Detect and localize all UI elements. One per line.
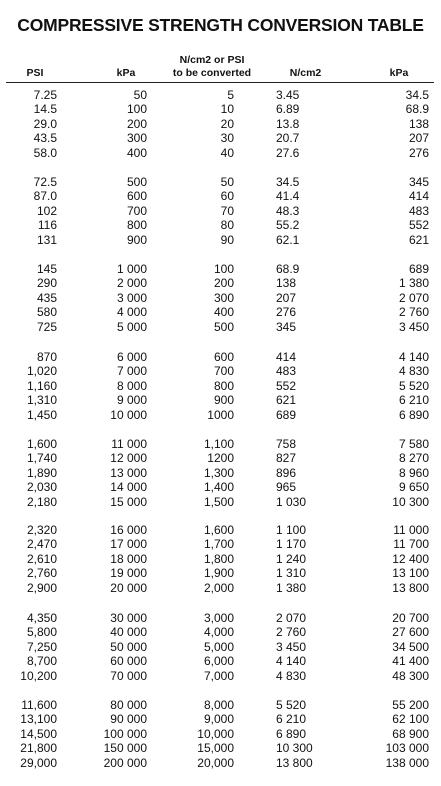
cell-kpa-left: 700 <box>126 203 147 218</box>
cell-kpa-right: 34 500 <box>392 639 429 654</box>
cell-value-to-convert: 1000 <box>207 407 234 422</box>
cell-kpa-left: 400 <box>126 145 147 160</box>
cell-value-to-convert: 80 <box>220 218 234 233</box>
cell-psi: 7.25 <box>33 88 57 102</box>
cell-value-to-convert: 7,000 <box>203 668 234 683</box>
cell-ncm2: 1 240 <box>276 551 307 566</box>
cell-value-to-convert: 15,000 <box>197 741 234 756</box>
cell-value-to-convert: 1,700 <box>203 537 234 552</box>
cell-psi: 2,180 <box>26 494 57 509</box>
cell-kpa-left: 15 000 <box>110 494 147 509</box>
cell-kpa-left: 7 000 <box>116 364 147 379</box>
cell-psi: 116 <box>37 218 57 233</box>
cell-ncm2: 896 <box>276 465 297 480</box>
cell-psi: 1,310 <box>26 393 57 408</box>
cell-value-to-convert: 20,000 <box>197 755 234 770</box>
cell-ncm2: 34.5 <box>276 175 300 189</box>
cell-kpa-right: 20 700 <box>392 611 429 625</box>
cell-psi: 435 <box>36 290 57 305</box>
cell-psi: 43.5 <box>33 131 57 146</box>
cell-ncm2: 48.3 <box>276 203 300 218</box>
cell-kpa-right: 11 700 <box>393 537 429 552</box>
cell-psi: 1,600 <box>26 437 57 451</box>
cell-kpa-right: 68.9 <box>405 102 429 117</box>
cell-kpa-left: 3 000 <box>116 290 147 305</box>
cell-psi: 8,700 <box>26 654 57 669</box>
cell-psi: 21,800 <box>20 741 57 756</box>
cell-ncm2: 13 800 <box>276 755 313 770</box>
cell-kpa-left: 14 000 <box>110 480 147 495</box>
cell-psi: 2,610 <box>26 551 57 566</box>
cell-value-to-convert: 1,600 <box>203 523 234 537</box>
cell-psi: 1,890 <box>26 465 57 480</box>
cell-ncm2: 6 890 <box>276 726 307 741</box>
cell-kpa-left: 90 000 <box>110 712 147 727</box>
cell-value-to-convert: 3,000 <box>203 611 234 625</box>
cell-kpa-right: 8 960 <box>398 465 429 480</box>
cell-ncm2: 4 140 <box>276 654 307 669</box>
cell-ncm2: 20.7 <box>276 131 300 146</box>
cell-value-to-convert: 900 <box>213 393 234 408</box>
cell-ncm2: 62.1 <box>276 232 300 247</box>
cell-kpa-left: 800 <box>126 218 147 233</box>
cell-ncm2: 414 <box>276 350 297 364</box>
cell-psi: 5,800 <box>26 625 57 640</box>
cell-ncm2: 207 <box>276 290 297 305</box>
cell-ncm2: 1 170 <box>276 537 307 552</box>
cell-value-to-convert: 1,500 <box>203 494 234 509</box>
cell-kpa-left: 6 000 <box>116 350 147 364</box>
cell-kpa-right: 13 100 <box>392 566 429 581</box>
cell-value-to-convert: 9,000 <box>203 712 234 727</box>
cell-kpa-left: 200 000 <box>103 755 147 770</box>
cell-kpa-left: 50 <box>133 88 147 102</box>
cell-psi: 870 <box>36 350 57 364</box>
cell-psi: 14.5 <box>33 102 57 117</box>
cell-kpa-right: 68 900 <box>392 726 429 741</box>
cell-ncm2: 965 <box>276 480 297 495</box>
cell-value-to-convert: 30 <box>220 131 234 146</box>
cell-kpa-left: 1 000 <box>116 262 147 276</box>
cell-value-to-convert: 1200 <box>207 451 234 466</box>
cell-kpa-right: 55 200 <box>392 698 429 712</box>
cell-kpa-left: 8 000 <box>116 378 147 393</box>
cell-kpa-left: 9 000 <box>116 393 147 408</box>
cell-psi: 725 <box>36 319 57 334</box>
cell-psi: 1,160 <box>26 378 57 393</box>
cell-kpa-left: 500 <box>126 175 147 189</box>
cell-psi: 72.5 <box>33 175 57 189</box>
cell-value-to-convert: 300 <box>213 290 234 305</box>
cell-kpa-left: 70 000 <box>110 668 147 683</box>
cell-kpa-left: 19 000 <box>110 566 147 581</box>
cell-ncm2: 4 830 <box>276 668 307 683</box>
cell-ncm2: 55.2 <box>276 218 300 233</box>
cell-kpa-left: 60 000 <box>110 654 147 669</box>
cell-ncm2: 10 300 <box>276 741 313 756</box>
cell-value-to-convert: 4,000 <box>203 625 234 640</box>
cell-kpa-right: 1 380 <box>398 276 429 291</box>
cell-value-to-convert: 40 <box>220 145 234 160</box>
cell-psi: 58.0 <box>33 145 57 160</box>
cell-kpa-right: 207 <box>408 131 429 146</box>
cell-psi: 102 <box>36 203 57 218</box>
cell-kpa-left: 13 000 <box>110 465 147 480</box>
cell-value-to-convert: 5,000 <box>203 639 234 654</box>
cell-value-to-convert: 800 <box>213 378 234 393</box>
cell-psi: 2,470 <box>26 537 57 552</box>
cell-kpa-right: 7 580 <box>398 437 429 451</box>
cell-kpa-right: 10 300 <box>392 494 429 509</box>
cell-psi: 7,250 <box>26 639 57 654</box>
cell-psi: 14,500 <box>20 726 57 741</box>
cell-value-to-convert: 10,000 <box>197 726 234 741</box>
cell-kpa-right: 5 520 <box>398 378 429 393</box>
cell-psi: 2,760 <box>26 566 57 581</box>
cell-kpa-right: 689 <box>408 262 429 276</box>
cell-ncm2: 1 100 <box>276 523 307 537</box>
header-psi: PSI <box>26 67 44 79</box>
cell-psi: 290 <box>36 276 57 291</box>
cell-kpa-left: 40 000 <box>110 625 147 640</box>
table-title: COMPRESSIVE STRENGTH CONVERSION TABLE <box>17 15 424 35</box>
cell-ncm2: 27.6 <box>276 145 300 160</box>
cell-psi: 580 <box>36 305 57 320</box>
cell-ncm2: 5 520 <box>276 698 307 712</box>
cell-psi: 87.0 <box>33 189 57 204</box>
cell-kpa-left: 600 <box>126 189 147 204</box>
cell-kpa-right: 62 100 <box>392 712 429 727</box>
cell-psi: 145 <box>36 262 57 276</box>
cell-kpa-right: 8 270 <box>398 451 429 466</box>
cell-psi: 1,450 <box>26 407 57 422</box>
cell-value-to-convert: 500 <box>213 319 234 334</box>
cell-kpa-right: 4 830 <box>398 364 429 379</box>
cell-kpa-left: 4 000 <box>116 305 147 320</box>
header-value-to-convert-line2: to be converted <box>172 67 252 79</box>
cell-psi: 2,030 <box>26 480 57 495</box>
cell-value-to-convert: 600 <box>213 350 234 364</box>
cell-ncm2: 2 070 <box>276 611 307 625</box>
cell-kpa-left: 17 000 <box>110 537 147 552</box>
cell-kpa-right: 138 <box>408 116 429 131</box>
cell-psi: 131 <box>36 232 57 247</box>
cell-kpa-left: 900 <box>126 232 147 247</box>
cell-ncm2: 3.45 <box>276 88 300 102</box>
cell-ncm2: 621 <box>276 393 297 408</box>
cell-value-to-convert: 50 <box>220 175 234 189</box>
cell-kpa-left: 50 000 <box>110 639 147 654</box>
cell-ncm2: 13.8 <box>276 116 300 131</box>
cell-ncm2: 2 760 <box>276 625 307 640</box>
cell-kpa-left: 10 000 <box>110 407 147 422</box>
cell-kpa-left: 100 000 <box>103 726 147 741</box>
cell-kpa-right: 6 210 <box>398 393 429 408</box>
cell-value-to-convert: 200 <box>213 276 234 291</box>
cell-value-to-convert: 400 <box>213 305 234 320</box>
header-value-to-convert-line1: N/cm2 or PSI <box>179 54 245 66</box>
cell-kpa-right: 4 140 <box>398 350 429 364</box>
cell-value-to-convert: 20 <box>220 116 234 131</box>
header-kpa-right: kPa <box>389 67 409 79</box>
cell-psi: 1,740 <box>26 451 57 466</box>
cell-kpa-right: 2 760 <box>398 305 429 320</box>
cell-value-to-convert: 1,900 <box>203 566 234 581</box>
cell-value-to-convert: 1,800 <box>203 551 234 566</box>
cell-value-to-convert: 1,100 <box>203 437 234 451</box>
cell-ncm2: 138 <box>276 276 297 291</box>
cell-kpa-right: 103 000 <box>385 741 429 756</box>
cell-ncm2: 483 <box>276 364 297 379</box>
cell-kpa-left: 30 000 <box>110 611 147 625</box>
cell-value-to-convert: 100 <box>213 262 234 276</box>
cell-psi: 29,000 <box>20 755 57 770</box>
cell-psi: 10,200 <box>20 668 57 683</box>
header-kpa-left: kPa <box>116 67 136 79</box>
cell-kpa-right: 41 400 <box>392 654 429 669</box>
cell-kpa-left: 80 000 <box>110 698 147 712</box>
cell-value-to-convert: 1,300 <box>203 465 234 480</box>
cell-psi: 1,020 <box>26 364 57 379</box>
cell-kpa-right: 9 650 <box>398 480 429 495</box>
cell-value-to-convert: 60 <box>220 189 234 204</box>
cell-psi: 4,350 <box>26 611 57 625</box>
cell-ncm2: 276 <box>276 305 297 320</box>
cell-kpa-right: 552 <box>408 218 429 233</box>
cell-kpa-right: 34.5 <box>405 88 429 102</box>
cell-kpa-right: 13 800 <box>392 580 429 595</box>
cell-value-to-convert: 70 <box>220 203 234 218</box>
cell-kpa-right: 483 <box>408 203 429 218</box>
cell-ncm2: 345 <box>276 319 297 334</box>
cell-kpa-right: 27 600 <box>392 625 429 640</box>
cell-kpa-left: 20 000 <box>110 580 147 595</box>
cell-value-to-convert: 10 <box>220 102 234 117</box>
cell-ncm2: 758 <box>276 437 297 451</box>
cell-kpa-right: 345 <box>408 175 429 189</box>
cell-kpa-left: 100 <box>126 102 147 117</box>
cell-ncm2: 552 <box>276 378 297 393</box>
cell-kpa-right: 138 000 <box>385 755 429 770</box>
cell-kpa-right: 11 000 <box>393 523 429 537</box>
cell-kpa-left: 18 000 <box>110 551 147 566</box>
cell-kpa-left: 5 000 <box>116 319 147 334</box>
cell-ncm2: 1 380 <box>276 580 307 595</box>
cell-kpa-left: 200 <box>126 116 147 131</box>
cell-ncm2: 3 450 <box>276 639 307 654</box>
cell-ncm2: 689 <box>276 407 297 422</box>
cell-value-to-convert: 1,400 <box>203 480 234 495</box>
cell-value-to-convert: 2,000 <box>203 580 234 595</box>
cell-psi: 29.0 <box>33 116 57 131</box>
cell-psi: 11,600 <box>21 698 57 712</box>
cell-ncm2: 6.89 <box>276 102 300 117</box>
cell-kpa-right: 621 <box>408 232 429 247</box>
cell-value-to-convert: 5 <box>227 88 234 102</box>
cell-kpa-right: 3 450 <box>398 319 429 334</box>
cell-psi: 13,100 <box>20 712 57 727</box>
cell-kpa-right: 6 890 <box>398 407 429 422</box>
cell-value-to-convert: 90 <box>220 232 234 247</box>
cell-psi: 2,900 <box>26 580 57 595</box>
cell-kpa-left: 11 000 <box>111 437 147 451</box>
cell-kpa-right: 276 <box>408 145 429 160</box>
cell-kpa-right: 414 <box>408 189 429 204</box>
cell-ncm2: 1 030 <box>276 494 307 509</box>
cell-kpa-left: 150 000 <box>103 741 147 756</box>
cell-ncm2: 41.4 <box>276 189 300 204</box>
cell-value-to-convert: 6,000 <box>203 654 234 669</box>
cell-kpa-left: 2 000 <box>116 276 147 291</box>
cell-kpa-left: 16 000 <box>110 523 147 537</box>
cell-value-to-convert: 700 <box>213 364 234 379</box>
cell-kpa-left: 12 000 <box>110 451 147 466</box>
cell-ncm2: 68.9 <box>276 262 300 276</box>
cell-ncm2: 6 210 <box>276 712 307 727</box>
cell-psi: 2,320 <box>26 523 57 537</box>
cell-ncm2: 1 310 <box>276 566 307 581</box>
cell-kpa-right: 12 400 <box>392 551 429 566</box>
header-ncm2: N/cm2 <box>289 67 322 79</box>
cell-kpa-right: 2 070 <box>398 290 429 305</box>
cell-ncm2: 827 <box>276 451 297 466</box>
cell-kpa-right: 48 300 <box>392 668 429 683</box>
cell-value-to-convert: 8,000 <box>203 698 234 712</box>
cell-kpa-left: 300 <box>126 131 147 146</box>
